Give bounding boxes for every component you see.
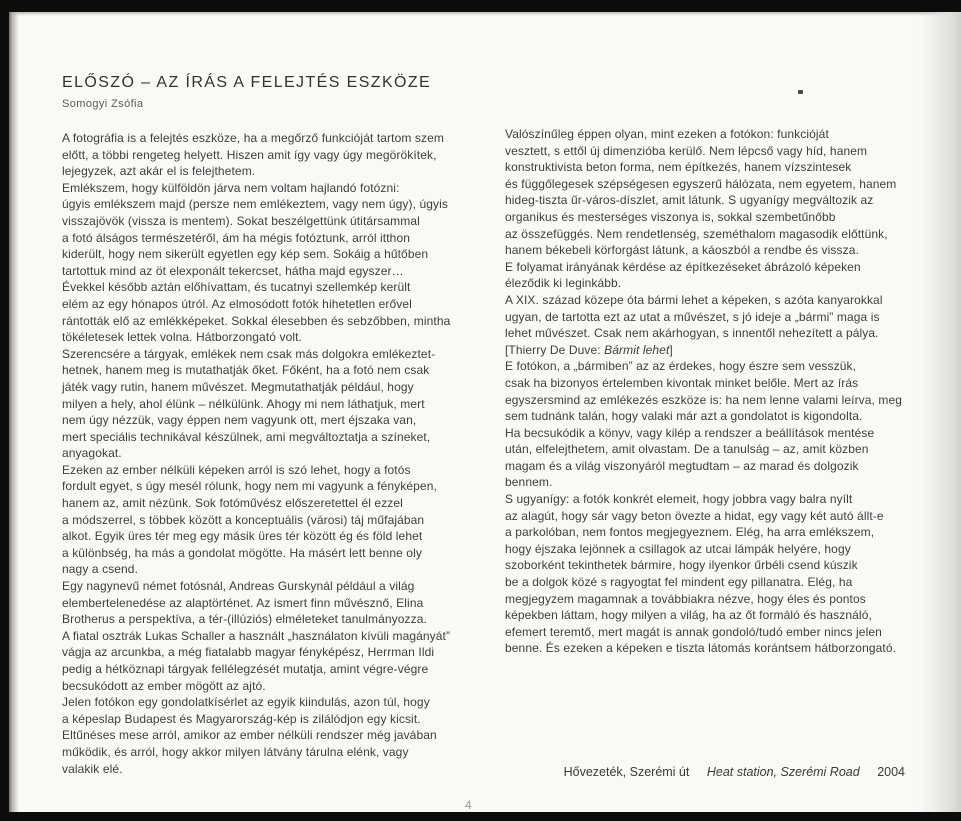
page-edge-shadow [919, 12, 961, 812]
text-line: rántották elő az emlékképeket. Sokkal élesebben és sebzőbben, mintha [62, 313, 451, 328]
text-line: E folyamat irányának kérdése az építkezéseket ábrázoló képeken [505, 259, 861, 274]
text-line: az összefüggés. Nem rendetlenség, szeméthalom magasodik előttünk, [505, 226, 888, 241]
caption-hungarian-title: Hővezeték, Szerémi út [563, 765, 690, 779]
author-name: Somogyi Zsófia [62, 98, 144, 110]
caption-year: 2004 [877, 765, 905, 779]
text-line: alkot. Egyik üres tér meg egy másik üres tér között ég és föld lehet [62, 529, 423, 544]
text-line: egyszersmind az emlékezés eszköze is: ha nem lenne valami leírva, meg [505, 392, 903, 407]
text-line: nem úgy nézzük, vagy éppen nem vagyunk ott, mert éjszaka van, [62, 413, 417, 428]
text-line: megjegyzem magamnak a továbbiakra nézve, hogy éles és pontos [505, 591, 866, 606]
text-line: be a dolgok közé s ragyogtat fel mindent egy pillanatra. Elég, ha [505, 575, 853, 590]
text-line: Szerencsére a tárgyak, emlékek nem csak más dolgokra emlékeztet- [62, 346, 436, 361]
article-left-column [62, 130, 462, 777]
text-line: csak ha bizonyos értelemben kivontak minket belőle. Mert az írás [505, 375, 859, 390]
text-line: hanem az, amit nézünk. Sok fotóművész előszeretettel él ezzel [62, 496, 403, 511]
text-line: fordult egyet, s úgy mesél rólunk, hogy nem mi vagyunk a fényképen, [62, 479, 437, 494]
text-line: A fiatal osztrák Lukas Schaller a használt „használaton kívüli magányát” [62, 628, 451, 643]
text-line: lehet művészet. Csak nem akárhogyan, s innentől nehezített a pálya. [505, 326, 879, 341]
text-line: hanem békebeli körforgást látunk, a káoszból a rendbe és vissza. [505, 243, 859, 258]
text-line: vesztett, s ettől új dimenzióba kerülő. Nem lépcső vagy híd, hanem [505, 143, 868, 158]
text-line: elém az egy hónapos útról. Az elmosódott fotók hihetetlen erővel [62, 296, 412, 311]
text-line: és függőlegesek szépségesen egyszerű hálózata, nem egyetem, hanem [505, 176, 897, 191]
text-line: működik, és arról, hogy akkor milyen látvány tárulna elénk, vagy [62, 744, 409, 759]
text-line: kiderült, hogy nem sikerült egyetlen egy kép sem. Sokáig a hűtőben [62, 247, 429, 262]
text-line: hetnek, hanem meg is mutathatják őket. Főként, ha a fotó nem csak [62, 363, 430, 378]
caption-english-title: Heat station, Szerémi Road [706, 765, 860, 779]
text-line: ugyan, de tartotta ezt az utat a művészet, s jó ideje a „bármi” maga is [505, 309, 880, 324]
text-line: Eltűnéses mese arról, amikor az ember nélküli rendszer még javában [62, 728, 437, 743]
text-line: a különbség, ha más a gondolat mögötte. Ha másért lett benne oly [62, 545, 422, 560]
text-line: a fotó álságos természetéről, ám ha mégis fotóztunk, arról itthon [62, 230, 411, 245]
text-line: a módszerrel, s többek között a konceptuális (városi) táj műfajában [62, 512, 425, 527]
text-line: benne. És ezeken a képeken e tiszta látomás korántsem hátborzongató. [505, 641, 897, 656]
text-line: éleződik ki leginkább. [505, 276, 622, 291]
text-line: bennem. [505, 475, 553, 490]
text-line: anyagokat. [62, 446, 122, 461]
text-line: úgyis emlékszem majd (persze nem emlékeztem, vagy nem úgy), úgyis [62, 197, 448, 212]
text-line: sem tudnánk talán, hogy valaki már azt a gondolatot is kigondolta. [505, 409, 863, 424]
text-line: Emlékszem, hogy külföldön járva nem voltam hajlandó fotózni: [62, 180, 400, 195]
text-line: a parkolóban, nem fontos megjegyeznem. Elég, ha arra emlékszem, [505, 525, 875, 540]
text-line: S ugyanígy: a fotók konkrét elemeit, hogy jobbra vagy balra nyílt [505, 492, 853, 507]
text-line: a képeslap Budapest és Magyarország-kép is zilálódjon egy kicsit. [62, 711, 421, 726]
text-line: Évekkel később aztán előhívattam, és tucatnyi szellemkép került [62, 280, 411, 295]
text-line: magam és a világ viszonyáról megtudtam – az marad és dolgozik [505, 458, 859, 473]
page-top-shadow [9, 12, 961, 16]
text-line: hogy éjszaka lejönnek a csillagok az utcai lámpák helyére, hogy [505, 541, 851, 556]
text-line: becsukódott az ember mögött az ajtó. [62, 678, 266, 693]
text-line: Egy nagynevű német fotósnál, Andreas Gurskynál például a világ [62, 579, 415, 594]
page-title: ELŐSZÓ – AZ ÍRÁS A FELEJTÉS ESZKÖZE [62, 74, 432, 91]
text-line: lejegyzek, azt akár el is felejthetem. [62, 164, 256, 179]
text-line: organikus és mesterséges viszonya is, sokkal szembetűnőbb [505, 209, 836, 224]
text-line: Valószínűleg éppen olyan, mint ezeken a fotókon: funkcióját [505, 127, 829, 141]
text-line: konstruktivista beton forma, nem építkezés, hanem vízszintesek [505, 160, 852, 175]
page-number: 4 [465, 798, 472, 812]
article-right-column [505, 126, 909, 657]
text-line: hideg-tiszta űr-város-díszlet, amit látunk. S ugyanígy megváltozik az [505, 193, 874, 208]
text-line: tökéletesek lettek volna. Hátborzongató volt. [62, 330, 302, 345]
text-line: előtt, a többi rengeteg helyett. Hiszen amit így vagy úgy megörökítek, [62, 147, 437, 162]
text-line: [Thierry De Duve: Bármit lehet] [505, 342, 673, 357]
text-line: után, elfelejthetem, amit olvastam. De a tanulság – az, amit közben [505, 442, 869, 457]
text-line: valakik elé. [62, 761, 123, 776]
page-spine-shadow [9, 12, 19, 812]
text-line: A XIX. század közepe óta bármi lehet a képeken, s azóta kanyarokkal [505, 292, 883, 307]
text-line: pedig a hétköznapi tárgyak fellélegzését mutatja, amint végre-végre [62, 662, 429, 676]
text-line: szoborként tekinthetek bármire, hogy ilyenkor űrbéli csend kúszik [505, 558, 858, 573]
artwork-caption [564, 765, 905, 779]
text-line: mert speciális technikával készülnek, ami megváltoztatja a színeket, [62, 429, 431, 444]
print-speck [798, 90, 803, 94]
text-line: visszajövök (vissza is mentem). Sokat beszélgettünk útitársammal [62, 213, 420, 228]
text-line: tartottuk mind az öt elexponált tekercset, hátha majd egyszer… [62, 263, 404, 278]
text-line: A fotográfia is a felejtés eszköze, ha a megőrző funkcióját tartom szem [62, 131, 444, 145]
text-line: képekben láttam, hogy milyen a világ, ha az őt formáló és használó, [505, 608, 872, 623]
text-line: Ezeken az ember nélküli képeken arról is szó lehet, hogy a fotós [62, 462, 411, 477]
text-line: milyen a hely, ahol élünk – nélkülünk. Ahogy mi nem láthatjuk, mert [62, 396, 425, 411]
text-line: elembertelenedése az alaptörténet. Az ismert finn művésznő, Elina [62, 595, 424, 610]
scanned-book-page [9, 12, 961, 812]
text-line: játék vagy rutin, hanem művészet. Megmutathatják például, hogy [62, 379, 414, 394]
text-line: Brotherus a perspektíva, a tér-(illúziós) elméleteket tanulmányozza. [62, 612, 427, 627]
text-line: E fotókon, a „bármiben” az az érdekes, hogy észre sem vesszük, [505, 359, 857, 374]
text-line: efemert teremtő, mert magát is annak gondoló/tudó ember nincs jelen [505, 624, 882, 639]
text-line: Jelen fotókon egy gondolatkísérlet az egyik kiindulás, azon túl, hogy [62, 695, 430, 710]
text-line: vágja az arcunkba, a még fiatalabb magyar fényképész, Herrman Ildi [62, 645, 435, 660]
text-line: Ha becsukódik a könyv, vagy kilép a rendszer a beállítások mentése [505, 425, 875, 440]
text-line: nagy a csend. [62, 562, 139, 577]
text-line: az alagút, hogy sár vagy beton övezte a hidat, egy vagy két autó állt-e [505, 508, 884, 523]
